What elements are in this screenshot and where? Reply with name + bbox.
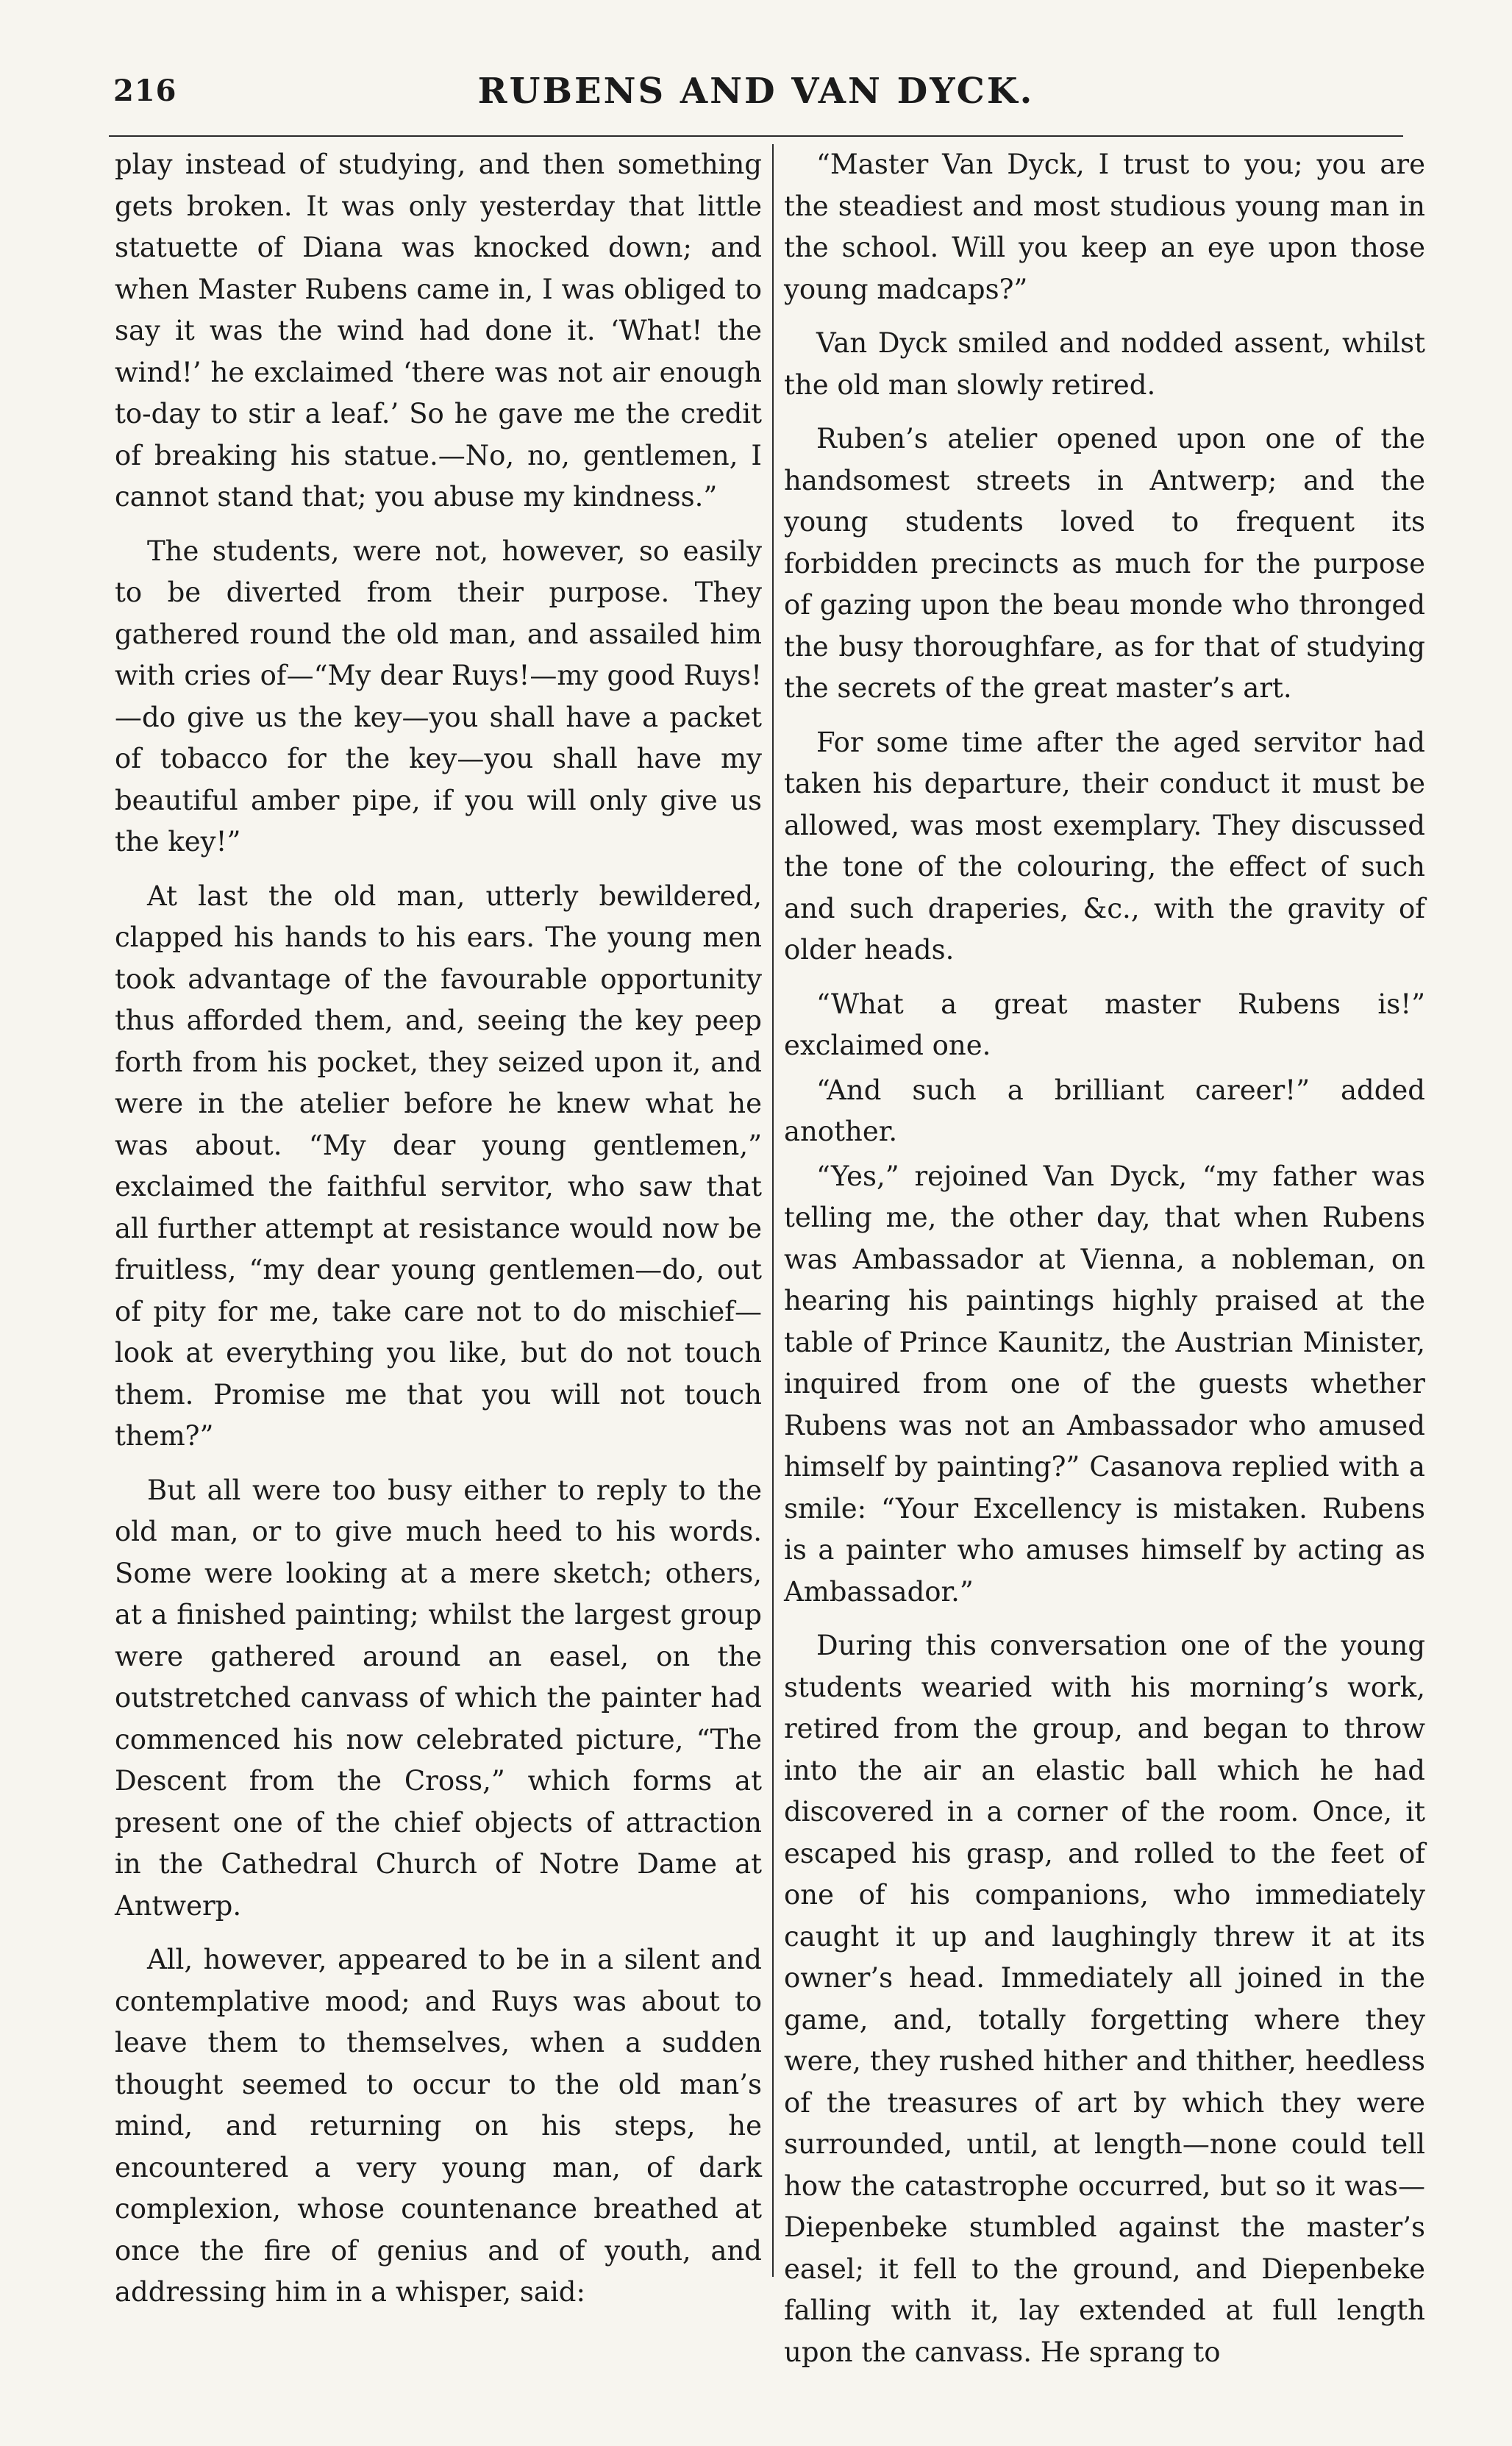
page-number: 216	[113, 74, 177, 108]
paragraph: “Yes,” rejoined Van Dyck, “my father was telling me, the other day, that when Rubens was Ambassador at Vienna, a nobleman, on hearing his paintings highly praised at the table of Prince Kaunitz, the Austrian Minister, inquired from one of the guests whether Rubens was not an Ambassador who amused himself by painting?” Casanova replied with a smile: “Your Excellency is mistaken. Rubens is a painter who amuses himself by acting as Ambassador.”	[784, 1160, 1425, 1608]
left-column	[115, 144, 762, 2308]
paragraph: Van Dyck smiled and nodded assent, whilst the old man slowly retired.	[784, 327, 1425, 401]
paragraph: “What a great master Rubens is!” exclaimed one.	[784, 988, 1425, 1061]
paragraph: During this conversation one of the young students wearied with his morning’s work, retired from the group, and began to throw into the air an elastic ball which he had discovered in a corner of the room. Once, it escaped his grasp, and rolled to the feet of one of his companions, who immediately caught it up and laughingly threw it at its owner’s head. Immediately all joined in the game, and, totally forgetting where they were, they rushed hither and thither, heedless of the treasures of art by which they were surrounded, until, at length—none could tell how the catastrophe occurred, but so it was—Diepenbeke stumbled against the master’s easel; it fell to the ground, and Diepenbeke falling with it, lay extended at full length upon the canvass. He sprang to	[784, 1630, 1425, 2368]
running-head	[109, 71, 1403, 122]
paragraph: But all were too busy either to reply to the old man, or to give much heed to his words. Some were looking at a mere sketch; others, at a finished painting; whilst the largest group were gathered around an easel, on the outstretched canvass of which the painter had commenced his now celebrated picture, “The Descent from the Cross,” which forms at present one of the chief objects of attraction in the Cathedral Church of Notre Dame at Antwerp.	[115, 1474, 762, 1922]
running-title: RUBENS AND VAN DYCK.	[477, 71, 1035, 112]
header-rule	[109, 135, 1403, 137]
paragraph: The students, were not, however, so easily to be diverted from their purpose. They gathered round the old man, and assailed him with cries of—“My dear Ruys!—my good Ruys!—do give us the key—you shall have a packet of tobacco for the key—you shall have my beautiful amber pipe, if you will only give us the key!”	[115, 535, 762, 857]
paragraph: At last the old man, utterly bewildered, clapped his hands to his ears. The young men took advantage of the favourable opportunity thus afforded them, and, seeing the key peep forth from his pocket, they seized upon it, and were in the atelier before he knew what he was about. “My dear young gentlemen,” exclaimed the faithful servitor, who saw that all further attempt at resistance would now be fruitless, “my dear young gentlemen—do, out of pity for me, take care not to do mischief—look at everything you like, but do not touch them. Promise me that you will not touch them?”	[115, 880, 762, 1452]
paragraph: “And such a brilliant career!” added another.	[784, 1074, 1425, 1147]
right-column	[784, 144, 1425, 2368]
paragraph: “Master Van Dyck, I trust to you; you are the steadiest and most studious young man in the school. Will you keep an eye upon those young madcaps?”	[784, 149, 1425, 305]
column-divider	[772, 144, 774, 2277]
paragraph: play instead of studying, and then something gets broken. It was only yesterday that little statuette of Diana was knocked down; and when Master Rubens came in, I was obliged to say it was the wind had done it. ‘What! the wind!’ he exclaimed ‘there was not air enough to-day to stir a leaf.’ So he gave me the credit of breaking his statue.—No, no, gentlemen, I cannot stand that; you abuse my kindness.”	[115, 149, 762, 513]
paragraph: All, however, appeared to be in a silent and contemplative mood; and Ruys was about to leave them to themselves, when a sudden thought seemed to occur to the old man’s mind, and returning on his steps, he encountered a very young man, of dark complexion, whose countenance breathed at once the fire of genius and of youth, and addressing him in a whisper, said:	[115, 1944, 762, 2308]
paragraph: Ruben’s atelier opened upon one of the handsomest streets in Antwerp; and the young students loved to frequent its forbidden precincts as much for the purpose of gazing upon the beau monde who thronged the busy thoroughfare, as for that of studying the secrets of the great master’s art.	[784, 423, 1425, 704]
paragraph: For some time after the aged servitor had taken his departure, their conduct it must be allowed, was most exemplary. They discussed the tone of the colouring, the effect of such and such draperies, &c., with the gravity of older heads.	[784, 726, 1425, 966]
